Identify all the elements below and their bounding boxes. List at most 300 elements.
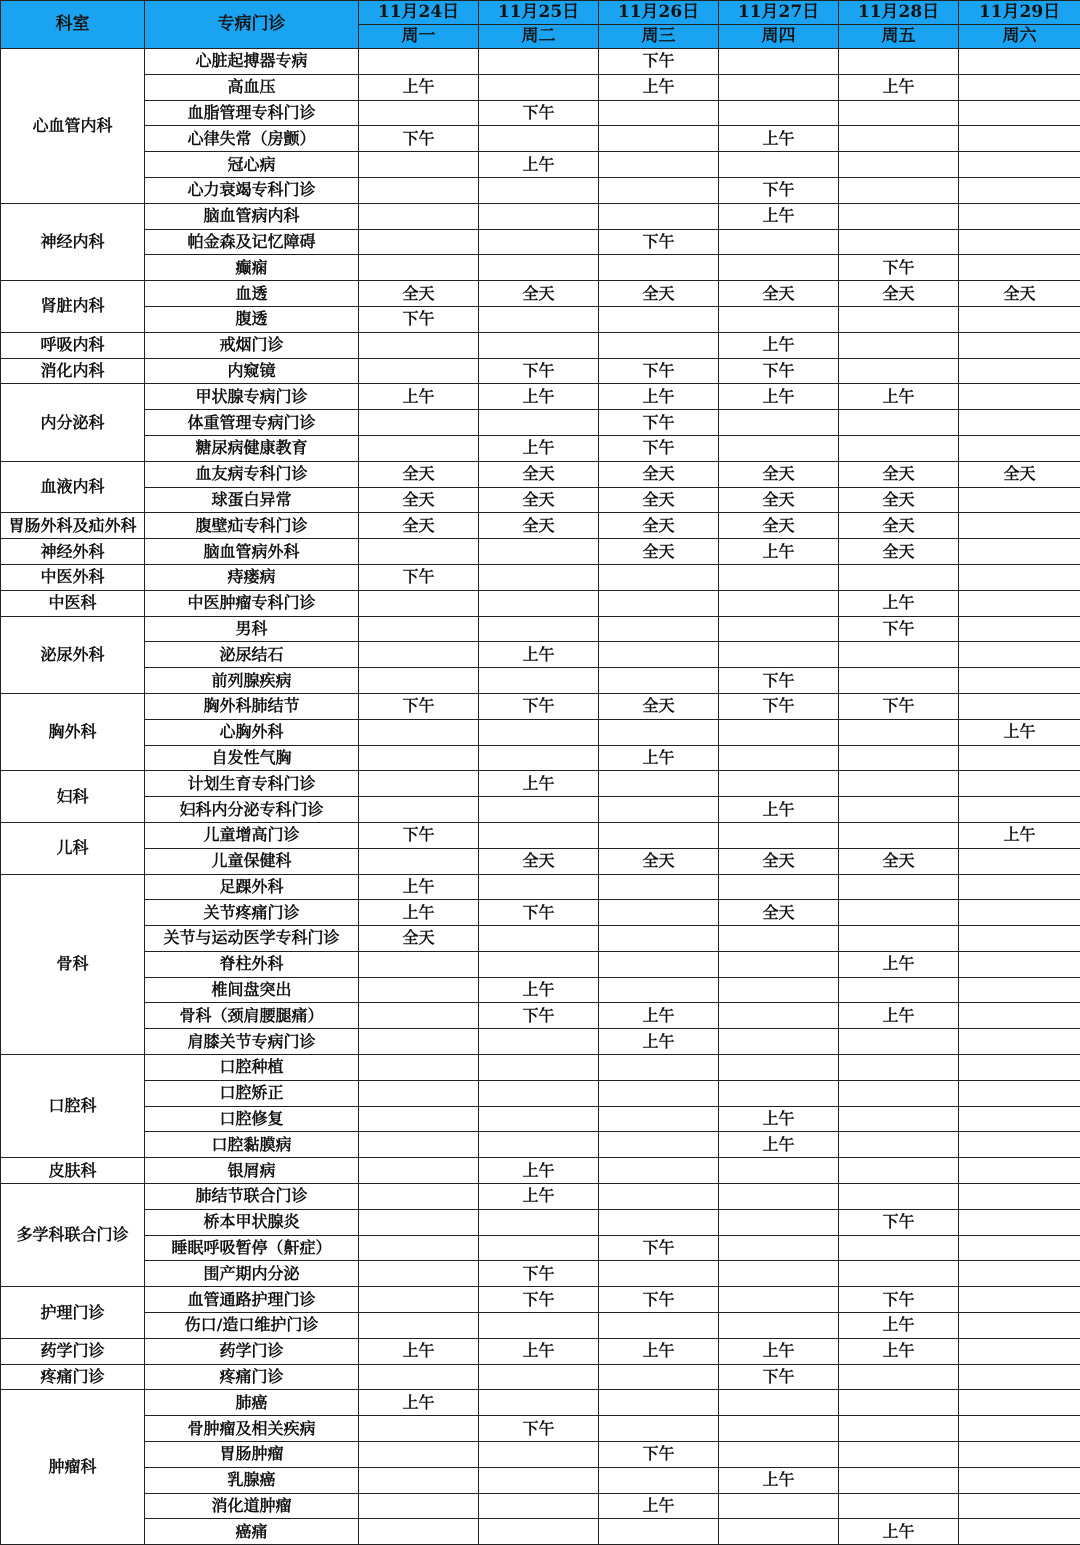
schedule-slot-cell (599, 642, 719, 668)
schedule-slot-cell (359, 977, 479, 1003)
clinic-name-cell: 血友病专科门诊 (145, 461, 359, 487)
schedule-slot-cell (959, 358, 1080, 384)
table-row (1, 410, 1080, 436)
schedule-slot-cell (839, 797, 959, 823)
clinic-name-cell: 自发性气胸 (145, 745, 359, 771)
schedule-slot-cell: 全天 (719, 900, 839, 926)
clinic-name-cell: 骨科（颈肩腰腿痛） (145, 1003, 359, 1029)
schedule-slot-cell (599, 1261, 719, 1287)
schedule-slot-cell (839, 1106, 959, 1132)
table-row (1, 926, 1080, 952)
table-row (1, 1158, 1080, 1184)
schedule-slot-cell (959, 1235, 1080, 1261)
schedule-slot-cell (839, 771, 959, 797)
table-row (1, 74, 1080, 100)
schedule-slot-cell: 下午 (479, 358, 599, 384)
table-row (1, 668, 1080, 694)
schedule-slot-cell: 上午 (479, 435, 599, 461)
schedule-slot-cell (359, 1055, 479, 1081)
schedule-slot-cell (479, 797, 599, 823)
schedule-slot-cell: 上午 (839, 384, 959, 410)
schedule-slot-cell (359, 1467, 479, 1493)
clinic-name-cell: 戒烟门诊 (145, 332, 359, 358)
schedule-slot-cell (959, 926, 1080, 952)
table-row (1, 1029, 1080, 1055)
schedule-slot-cell (839, 564, 959, 590)
schedule-slot-cell: 上午 (839, 951, 959, 977)
schedule-slot-cell (959, 1132, 1080, 1158)
table-row (1, 564, 1080, 590)
table-row (1, 358, 1080, 384)
schedule-slot-cell (599, 1184, 719, 1210)
schedule-slot-cell: 上午 (479, 384, 599, 410)
schedule-slot-cell: 全天 (359, 926, 479, 952)
schedule-slot-cell (359, 1184, 479, 1210)
schedule-slot-cell: 下午 (719, 1364, 839, 1390)
clinic-name-cell: 睡眠呼吸暂停（鼾症） (145, 1235, 359, 1261)
table-row (1, 177, 1080, 203)
clinic-name-cell: 消化道肿瘤 (145, 1493, 359, 1519)
schedule-slot-cell (959, 1493, 1080, 1519)
schedule-slot-cell (599, 152, 719, 178)
schedule-slot-cell (959, 49, 1080, 75)
table-row (1, 126, 1080, 152)
schedule-slot-cell: 下午 (599, 229, 719, 255)
schedule-slot-cell (839, 229, 959, 255)
schedule-slot-cell (719, 771, 839, 797)
schedule-slot-cell (959, 848, 1080, 874)
department-cell: 儿科 (1, 822, 145, 874)
clinic-name-cell: 口腔黏膜病 (145, 1132, 359, 1158)
schedule-slot-cell: 下午 (839, 1209, 959, 1235)
schedule-slot-cell: 上午 (599, 74, 719, 100)
table-row (1, 1416, 1080, 1442)
clinic-name-cell: 计划生育专科门诊 (145, 771, 359, 797)
schedule-slot-cell (839, 926, 959, 952)
schedule-slot-cell (719, 822, 839, 848)
department-cell: 肿瘤科 (1, 1390, 145, 1545)
schedule-slot-cell (359, 1235, 479, 1261)
schedule-slot-cell: 上午 (959, 719, 1080, 745)
clinic-name-cell: 前列腺疾病 (145, 668, 359, 694)
schedule-slot-cell: 上午 (719, 1338, 839, 1364)
table-row (1, 719, 1080, 745)
schedule-slot-cell (479, 745, 599, 771)
table-row (1, 1261, 1080, 1287)
schedule-slot-cell: 全天 (719, 487, 839, 513)
schedule-slot-cell (719, 1235, 839, 1261)
schedule-slot-cell (479, 1390, 599, 1416)
schedule-slot-cell (839, 306, 959, 332)
schedule-slot-cell: 上午 (359, 384, 479, 410)
schedule-slot-cell (959, 152, 1080, 178)
schedule-slot-cell: 上午 (599, 384, 719, 410)
table-row (1, 693, 1080, 719)
clinic-name-cell: 脑血管病外科 (145, 539, 359, 565)
schedule-slot-cell (959, 255, 1080, 281)
schedule-slot-cell: 下午 (479, 693, 599, 719)
schedule-slot-cell: 下午 (479, 1003, 599, 1029)
schedule-slot-cell (359, 177, 479, 203)
department-cell: 神经外科 (1, 539, 145, 565)
schedule-slot-cell (959, 1364, 1080, 1390)
table-row (1, 461, 1080, 487)
schedule-slot-cell: 下午 (839, 693, 959, 719)
clinic-name-cell: 肺癌 (145, 1390, 359, 1416)
schedule-slot-cell (599, 874, 719, 900)
table-row (1, 332, 1080, 358)
schedule-slot-cell (839, 410, 959, 436)
schedule-slot-cell (839, 1158, 959, 1184)
schedule-slot-cell (479, 177, 599, 203)
schedule-slot-cell (839, 152, 959, 178)
schedule-slot-cell (359, 435, 479, 461)
schedule-slot-cell (719, 616, 839, 642)
schedule-slot-cell: 上午 (839, 1003, 959, 1029)
schedule-slot-cell: 上午 (839, 590, 959, 616)
schedule-slot-cell (959, 977, 1080, 1003)
schedule-slot-cell: 上午 (719, 539, 839, 565)
schedule-slot-cell (479, 255, 599, 281)
clinic-name-cell: 药学门诊 (145, 1338, 359, 1364)
schedule-slot-cell (359, 1080, 479, 1106)
schedule-slot-cell: 全天 (719, 461, 839, 487)
clinic-name-cell: 球蛋白异常 (145, 487, 359, 513)
clinic-name-cell: 口腔种植 (145, 1055, 359, 1081)
schedule-slot-cell (359, 797, 479, 823)
schedule-slot-cell (479, 332, 599, 358)
schedule-slot-cell: 全天 (359, 461, 479, 487)
schedule-slot-cell (839, 332, 959, 358)
schedule-slot-cell (359, 1209, 479, 1235)
table-row (1, 539, 1080, 565)
date-header: 11月29日 (959, 1, 1080, 25)
schedule-slot-cell (359, 539, 479, 565)
schedule-slot-cell: 上午 (719, 332, 839, 358)
department-cell: 胸外科 (1, 693, 145, 770)
schedule-slot-cell: 上午 (479, 642, 599, 668)
clinic-name-cell: 体重管理专病门诊 (145, 410, 359, 436)
schedule-slot-cell (479, 616, 599, 642)
schedule-slot-cell (719, 1390, 839, 1416)
schedule-slot-cell (599, 100, 719, 126)
table-row (1, 435, 1080, 461)
table-body (1, 49, 1080, 1545)
schedule-slot-cell (719, 229, 839, 255)
clinic-name-cell: 心胸外科 (145, 719, 359, 745)
schedule-slot-cell (719, 719, 839, 745)
schedule-slot-cell: 上午 (719, 203, 839, 229)
schedule-slot-cell (839, 358, 959, 384)
table-row (1, 1080, 1080, 1106)
schedule-slot-cell (959, 693, 1080, 719)
schedule-slot-cell (839, 1235, 959, 1261)
schedule-slot-cell: 上午 (599, 1029, 719, 1055)
schedule-slot-cell (839, 719, 959, 745)
schedule-slot-cell: 下午 (599, 1442, 719, 1468)
schedule-slot-cell (959, 1338, 1080, 1364)
schedule-slot-cell: 全天 (839, 513, 959, 539)
clinic-name-cell: 内窥镜 (145, 358, 359, 384)
schedule-slot-cell: 全天 (599, 281, 719, 307)
schedule-slot-cell: 上午 (839, 74, 959, 100)
schedule-slot-cell (959, 1184, 1080, 1210)
schedule-slot-cell: 下午 (359, 822, 479, 848)
department-cell: 肾脏内科 (1, 281, 145, 333)
department-cell: 血液内科 (1, 461, 145, 513)
table-row (1, 384, 1080, 410)
schedule-slot-cell: 下午 (479, 1287, 599, 1313)
schedule-slot-cell (839, 822, 959, 848)
schedule-slot-cell (719, 1158, 839, 1184)
schedule-slot-cell (839, 177, 959, 203)
schedule-slot-cell (719, 1442, 839, 1468)
schedule-slot-cell: 全天 (839, 461, 959, 487)
schedule-slot-cell (959, 951, 1080, 977)
clinic-name-cell: 腹壁疝专科门诊 (145, 513, 359, 539)
schedule-slot-cell: 上午 (719, 384, 839, 410)
schedule-slot-cell (839, 1467, 959, 1493)
schedule-slot-cell (959, 1467, 1080, 1493)
clinic-name-cell: 心力衰竭专科门诊 (145, 177, 359, 203)
department-cell: 神经内科 (1, 203, 145, 280)
schedule-slot-cell (479, 49, 599, 75)
schedule-slot-cell: 全天 (719, 848, 839, 874)
schedule-slot-cell (479, 229, 599, 255)
clinic-name-cell: 心律失常（房颤） (145, 126, 359, 152)
clinic-name-cell: 脊柱外科 (145, 951, 359, 977)
schedule-slot-cell (359, 1519, 479, 1545)
schedule-slot-cell (479, 126, 599, 152)
schedule-slot-cell: 上午 (719, 1467, 839, 1493)
schedule-slot-cell (719, 74, 839, 100)
clinic-name-cell: 足踝外科 (145, 874, 359, 900)
schedule-slot-cell: 下午 (839, 255, 959, 281)
department-cell: 呼吸内科 (1, 332, 145, 358)
department-cell: 中医外科 (1, 564, 145, 590)
department-cell: 口腔科 (1, 1055, 145, 1158)
schedule-slot-cell (839, 745, 959, 771)
clinic-name-cell: 脑血管病内科 (145, 203, 359, 229)
schedule-slot-cell (959, 229, 1080, 255)
schedule-slot-cell: 下午 (599, 358, 719, 384)
schedule-slot-cell (719, 977, 839, 1003)
clinic-column-header: 专病门诊 (145, 1, 359, 49)
schedule-slot-cell: 上午 (839, 1519, 959, 1545)
schedule-slot-cell (359, 1313, 479, 1339)
schedule-slot-cell (359, 1132, 479, 1158)
schedule-slot-cell (359, 1287, 479, 1313)
schedule-slot-cell (959, 1209, 1080, 1235)
schedule-slot-cell (599, 1390, 719, 1416)
schedule-slot-cell: 全天 (479, 487, 599, 513)
schedule-slot-cell (359, 229, 479, 255)
schedule-slot-cell (839, 126, 959, 152)
schedule-slot-cell: 全天 (839, 487, 959, 513)
table-row (1, 255, 1080, 281)
table-header (1, 1, 1080, 49)
schedule-slot-cell (719, 1184, 839, 1210)
schedule-slot-cell (959, 874, 1080, 900)
clinic-name-cell: 肺结节联合门诊 (145, 1184, 359, 1210)
schedule-slot-cell (479, 539, 599, 565)
table-row (1, 1132, 1080, 1158)
schedule-slot-cell (359, 771, 479, 797)
schedule-slot-cell (479, 1467, 599, 1493)
schedule-slot-cell (479, 822, 599, 848)
schedule-slot-cell (599, 797, 719, 823)
weekday-header: 周五 (839, 25, 959, 49)
schedule-slot-cell (959, 487, 1080, 513)
weekday-header: 周四 (719, 25, 839, 49)
clinic-name-cell: 男科 (145, 616, 359, 642)
schedule-slot-cell: 下午 (479, 1261, 599, 1287)
schedule-slot-cell: 下午 (599, 1287, 719, 1313)
department-cell: 皮肤科 (1, 1158, 145, 1184)
schedule-slot-cell: 上午 (479, 977, 599, 1003)
schedule-slot-cell (479, 203, 599, 229)
schedule-slot-cell: 上午 (599, 1003, 719, 1029)
schedule-slot-cell (599, 900, 719, 926)
schedule-slot-cell (359, 719, 479, 745)
table-row (1, 951, 1080, 977)
table-row (1, 616, 1080, 642)
schedule-slot-cell: 全天 (839, 539, 959, 565)
weekday-header: 周二 (479, 25, 599, 49)
date-header: 11月24日 (359, 1, 479, 25)
schedule-slot-cell (359, 1493, 479, 1519)
schedule-slot-cell (479, 1055, 599, 1081)
schedule-slot-cell: 下午 (359, 306, 479, 332)
schedule-slot-cell (959, 435, 1080, 461)
clinic-name-cell: 肩膝关节专病门诊 (145, 1029, 359, 1055)
schedule-slot-cell (359, 100, 479, 126)
schedule-slot-cell: 下午 (359, 126, 479, 152)
clinic-name-cell: 关节疼痛门诊 (145, 900, 359, 926)
schedule-slot-cell (599, 306, 719, 332)
schedule-slot-cell (359, 951, 479, 977)
schedule-slot-cell (719, 1209, 839, 1235)
schedule-slot-cell (719, 1287, 839, 1313)
schedule-slot-cell (839, 642, 959, 668)
schedule-slot-cell (959, 1313, 1080, 1339)
schedule-slot-cell (959, 384, 1080, 410)
schedule-slot-cell (599, 1416, 719, 1442)
department-cell: 内分泌科 (1, 384, 145, 461)
schedule-slot-cell: 全天 (839, 848, 959, 874)
schedule-slot-cell (959, 1519, 1080, 1545)
schedule-slot-cell (359, 1106, 479, 1132)
table-row (1, 1493, 1080, 1519)
date-header: 11月26日 (599, 1, 719, 25)
schedule-slot-cell: 下午 (599, 1235, 719, 1261)
clinic-name-cell: 血透 (145, 281, 359, 307)
schedule-slot-cell: 全天 (479, 848, 599, 874)
schedule-slot-cell: 上午 (719, 126, 839, 152)
schedule-slot-cell (359, 1442, 479, 1468)
clinic-name-cell: 口腔修复 (145, 1106, 359, 1132)
schedule-slot-cell: 上午 (479, 152, 599, 178)
schedule-slot-cell (719, 1519, 839, 1545)
schedule-slot-cell: 上午 (599, 745, 719, 771)
schedule-slot-cell (479, 74, 599, 100)
schedule-slot-cell (359, 410, 479, 436)
schedule-slot-cell: 上午 (839, 1313, 959, 1339)
table-row (1, 1184, 1080, 1210)
schedule-slot-cell: 下午 (839, 1287, 959, 1313)
schedule-slot-cell (599, 1132, 719, 1158)
schedule-slot-cell (839, 1132, 959, 1158)
schedule-slot-cell (719, 1493, 839, 1519)
table-row (1, 100, 1080, 126)
schedule-slot-cell (479, 1209, 599, 1235)
schedule-slot-cell (599, 719, 719, 745)
schedule-slot-cell (959, 797, 1080, 823)
department-cell: 消化内科 (1, 358, 145, 384)
schedule-slot-cell: 下午 (719, 693, 839, 719)
table-row (1, 49, 1080, 75)
schedule-slot-cell (359, 1416, 479, 1442)
table-row (1, 1364, 1080, 1390)
clinic-name-cell: 骨肿瘤及相关疾病 (145, 1416, 359, 1442)
schedule-slot-cell (719, 874, 839, 900)
schedule-slot-cell (359, 668, 479, 694)
schedule-slot-cell (959, 177, 1080, 203)
schedule-slot-cell: 上午 (599, 1493, 719, 1519)
schedule-slot-cell (599, 668, 719, 694)
schedule-slot-cell (599, 590, 719, 616)
schedule-slot-cell (719, 152, 839, 178)
table-row (1, 977, 1080, 1003)
table-row (1, 1467, 1080, 1493)
schedule-slot-cell (839, 1390, 959, 1416)
schedule-slot-cell: 下午 (359, 564, 479, 590)
header-row-dates (1, 1, 1080, 25)
schedule-slot-cell (599, 1519, 719, 1545)
schedule-slot-cell: 下午 (719, 358, 839, 384)
schedule-slot-cell (719, 306, 839, 332)
clinic-name-cell: 关节与运动医学专科门诊 (145, 926, 359, 952)
schedule-slot-cell (839, 1261, 959, 1287)
schedule-slot-cell: 上午 (359, 1390, 479, 1416)
table-row (1, 487, 1080, 513)
schedule-slot-cell (959, 1080, 1080, 1106)
schedule-slot-cell (719, 1416, 839, 1442)
schedule-slot-cell (719, 49, 839, 75)
schedule-slot-cell (719, 1313, 839, 1339)
schedule-slot-cell (959, 1442, 1080, 1468)
schedule-slot-cell (359, 642, 479, 668)
schedule-slot-cell: 上午 (719, 797, 839, 823)
schedule-slot-cell: 上午 (479, 1184, 599, 1210)
schedule-slot-cell (839, 977, 959, 1003)
schedule-slot-cell (359, 1261, 479, 1287)
schedule-slot-cell: 上午 (599, 1338, 719, 1364)
schedule-slot-cell (479, 668, 599, 694)
schedule-slot-cell (359, 1029, 479, 1055)
table-row (1, 513, 1080, 539)
schedule-slot-cell (359, 745, 479, 771)
schedule-slot-cell (719, 255, 839, 281)
weekday-header: 周一 (359, 25, 479, 49)
clinic-name-cell: 甲状腺专病门诊 (145, 384, 359, 410)
schedule-slot-cell: 上午 (359, 1338, 479, 1364)
schedule-slot-cell (839, 203, 959, 229)
table-row (1, 229, 1080, 255)
schedule-slot-cell (959, 1261, 1080, 1287)
table-row (1, 1313, 1080, 1339)
schedule-slot-cell: 上午 (719, 1132, 839, 1158)
